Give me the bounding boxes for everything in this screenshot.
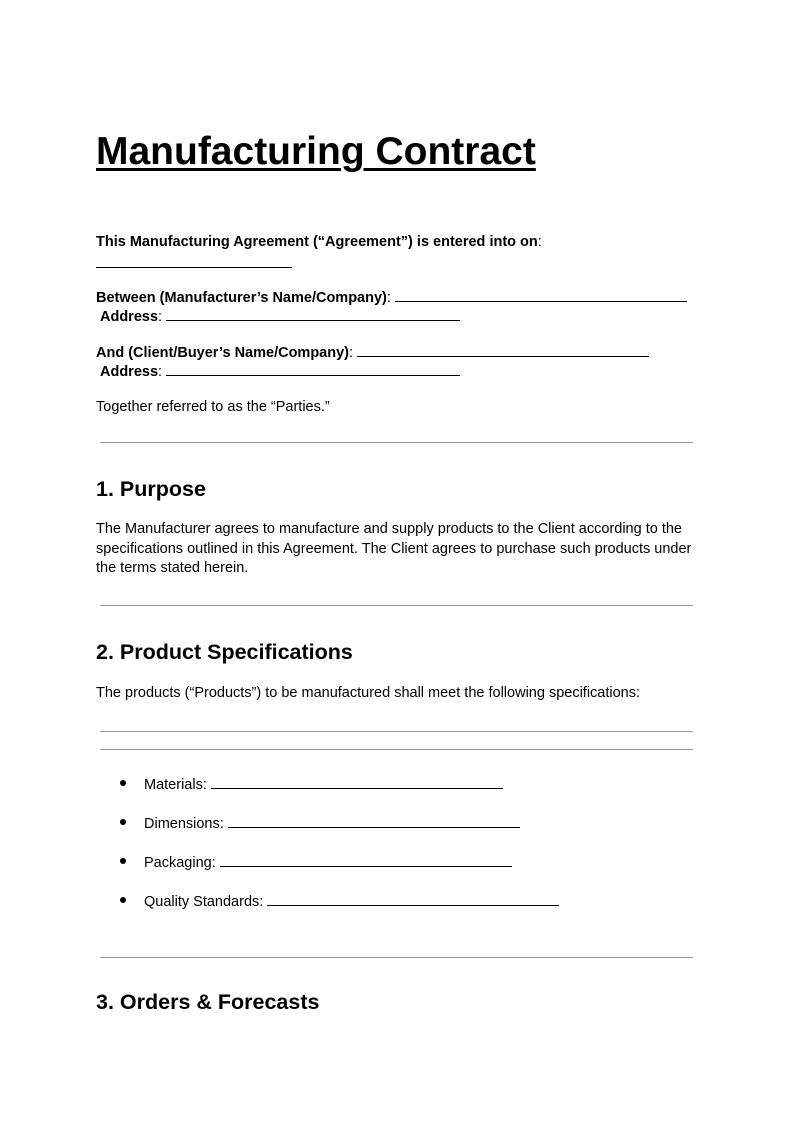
purpose-heading: 1. Purpose <box>96 477 206 501</box>
list-item-dimensions <box>144 814 520 833</box>
agreement-intro-colon: : <box>537 234 542 250</box>
agreement-intro <box>96 233 542 251</box>
bullet-icon <box>120 819 126 825</box>
orders-forecasts-heading: 3. Orders & Forecasts <box>96 990 320 1014</box>
product-specifications-heading: 2. Product Specifications <box>96 640 353 664</box>
dimensions-label: Dimensions: <box>144 816 224 832</box>
section-divider <box>100 605 693 606</box>
parties-together-text: Together referred to as the “Parties.” <box>96 399 330 415</box>
manufacturer-address-blank[interactable] <box>166 307 460 321</box>
purpose-body: The Manufacturer agrees to manufacture and supply products to the Client according to the specifications outlined in this Agreement. The Client agrees to purchase such products under the terms stated herein. <box>96 521 692 576</box>
manufacturer-address-row <box>100 307 460 326</box>
list-item-materials <box>144 775 503 794</box>
list-item-packaging <box>144 853 512 872</box>
bullet-icon <box>120 780 126 786</box>
manufacturer-address-colon: : <box>158 309 163 325</box>
client-address-blank[interactable] <box>166 362 460 376</box>
specification-blank-line[interactable] <box>100 731 693 732</box>
manufacturer-name-label: Between (Manufacturer’s Name/Company) <box>96 290 387 306</box>
manufacturer-address-label: Address <box>100 309 159 325</box>
materials-blank[interactable] <box>211 775 503 789</box>
specification-blank-line[interactable] <box>100 749 693 750</box>
agreement-date-blank[interactable] <box>96 254 292 268</box>
quality-standards-blank[interactable] <box>267 892 559 906</box>
section-divider <box>100 442 693 443</box>
dimensions-blank[interactable] <box>228 814 520 828</box>
manufacturer-name-blank[interactable] <box>395 288 687 302</box>
client-name-blank[interactable] <box>357 343 649 357</box>
packaging-blank[interactable] <box>220 853 512 867</box>
client-address-colon: : <box>158 364 163 380</box>
client-address-row <box>100 362 460 381</box>
agreement-date-field[interactable] <box>96 254 292 273</box>
manufacturer-name-colon: : <box>386 290 391 306</box>
client-name-row <box>96 343 649 362</box>
section-divider <box>100 957 693 958</box>
client-name-colon: : <box>349 345 354 361</box>
bullet-icon <box>120 858 126 864</box>
page-title: Manufacturing Contract <box>96 130 536 173</box>
manufacturer-name-row <box>96 288 687 307</box>
list-item-quality-standards <box>144 892 559 911</box>
materials-label: Materials: <box>144 777 207 793</box>
quality-standards-label: Quality Standards: <box>144 894 264 910</box>
agreement-intro-text: This Manufacturing Agreement (“Agreement”) is entered into on <box>96 234 538 250</box>
product-specifications-body: The products (“Products”) to be manufactured shall meet the following specifications: <box>96 685 641 701</box>
client-address-label: Address <box>100 364 159 380</box>
bullet-icon <box>120 897 126 903</box>
client-name-label: And (Client/Buyer’s Name/Company) <box>96 345 349 361</box>
packaging-label: Packaging: <box>144 855 216 871</box>
